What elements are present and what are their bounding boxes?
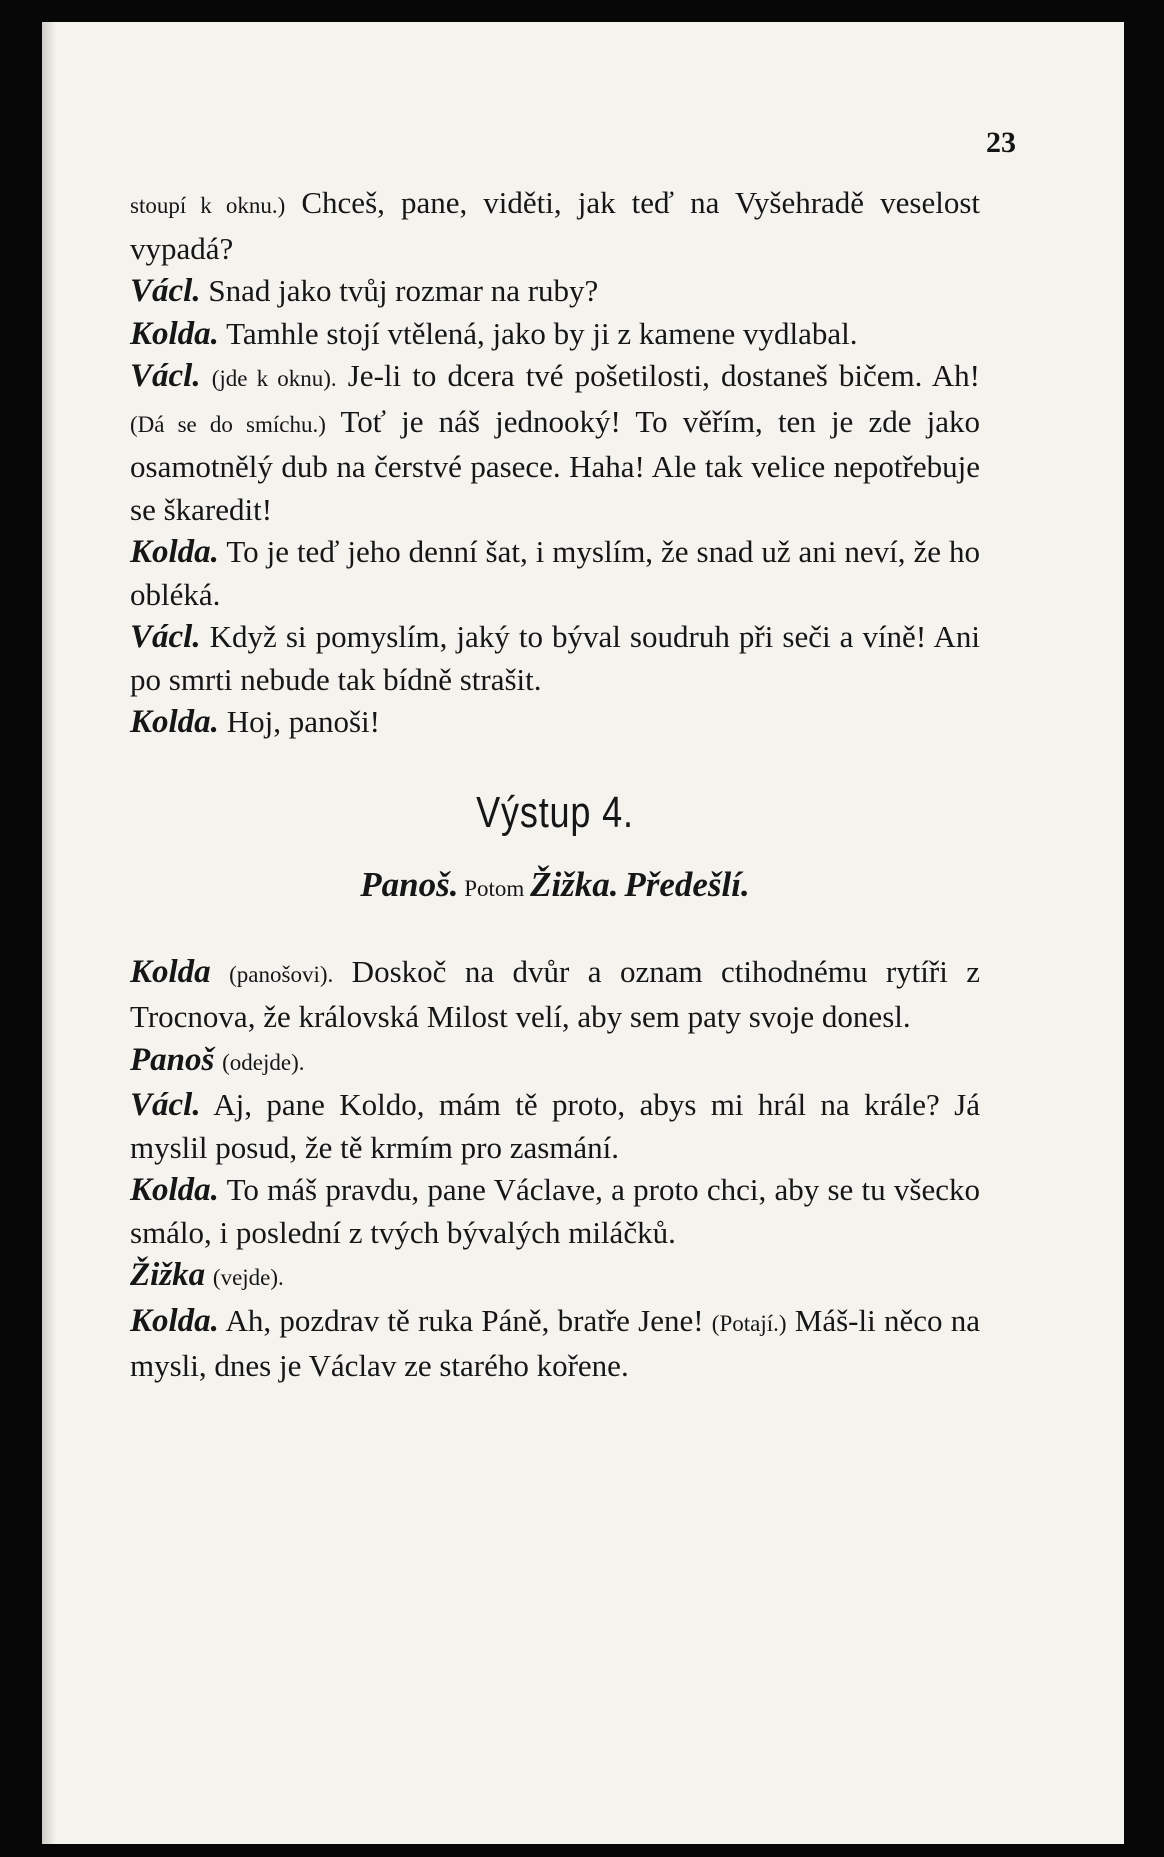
- scene-heading: Výstup 4.: [476, 787, 634, 837]
- page-text: [130, 182, 980, 1388]
- speaker-name: Václ.: [130, 358, 201, 394]
- dialogue-paragraph: [130, 355, 980, 531]
- dialogue-text: Ah, pozdrav tě ruka Páně, bratře Jene!: [218, 1302, 712, 1338]
- dialogue-paragraph: [130, 531, 980, 616]
- dialogue-text: To je teď jeho denní šat, i myslím, že snad už ani neví, že ho obléká.: [130, 534, 980, 612]
- stage-direction: (vejde).: [212, 1265, 284, 1290]
- speaker-name: Kolda.: [130, 704, 219, 740]
- dialogue-paragraph: [130, 182, 980, 270]
- dialogue-paragraph: [130, 701, 980, 744]
- dialogue-paragraph: [130, 1084, 980, 1169]
- dialogue-text: Je-li to dcera tvé pošetilosti, dostaneš bičem. Ah!: [336, 358, 981, 393]
- speaker-name: Václ.: [130, 273, 201, 309]
- speaker-name: Kolda: [130, 953, 211, 990]
- cast-name: Předešlí.: [624, 865, 750, 904]
- speaker-name: Václ.: [130, 619, 201, 655]
- speaker-name: Kolda.: [130, 1302, 219, 1339]
- cast-name: Žižka.: [530, 865, 619, 904]
- stage-direction: (odejde).: [222, 1049, 305, 1075]
- dialogue-paragraph: [130, 1300, 980, 1388]
- speaker-name: Panoš: [130, 1041, 215, 1078]
- dialogue-paragraph: [130, 1254, 980, 1300]
- dialogue-text: To máš pravdu, pane Václave, a proto chci, aby se tu všecko smálo, i poslední z tvých bývalých miláčků.: [130, 1172, 980, 1250]
- dialogue-text: Když si pomyslím, jaký to býval soudruh při seči a víně! Ani po smrti nebude tak bídně strašit.: [130, 619, 980, 697]
- dialogue-text: Toť je náš jednooký! To věřím, ten je zde jako osamotnělý dub na čerstvé pasece. Haha! Ale tak velice nepotřebuje se škaredit!: [130, 403, 980, 527]
- dialogue-paragraph: [130, 1169, 980, 1254]
- dialogue-text: [214, 1042, 222, 1077]
- stage-direction: (Potají.): [711, 1310, 787, 1336]
- dialogue-text: Chceš, pane, viděti, jak teď na Vyšehradě veselost vypadá?: [130, 185, 980, 266]
- speaker-name: Žižka: [130, 1257, 206, 1293]
- dialogue-text: Hoj, panoši!: [218, 704, 380, 739]
- dialogue-paragraph: [130, 1039, 980, 1085]
- dialogue-text: Máš-li něco na mysli, dnes je Václav ze starého kořene.: [130, 1302, 980, 1383]
- dialogue-paragraph: [130, 313, 980, 356]
- stage-direction: (jde k oknu).: [211, 366, 337, 391]
- dialogue-text: Snad jako tvůj rozmar na ruby?: [200, 273, 599, 308]
- speaker-name: Václ.: [130, 1087, 201, 1123]
- cast-list: [130, 864, 980, 911]
- dialogue-block-bottom: [130, 951, 980, 1388]
- dialogue-paragraph: [130, 616, 980, 701]
- stage-direction: (panošovi).: [229, 961, 334, 987]
- dialogue-paragraph: [130, 270, 980, 313]
- speaker-name: Kolda.: [130, 315, 219, 352]
- cast-connector: Potom: [458, 876, 531, 901]
- stage-direction: (Dá se do smíchu.): [130, 411, 326, 437]
- cast-name: Panoš.: [360, 865, 459, 904]
- stage-direction: stoupí k oknu.): [130, 193, 286, 218]
- page-number: 23: [986, 126, 1016, 159]
- dialogue-block-top: [130, 182, 980, 744]
- dialogue-text: Doskoč na dvůr a oznam ctihodnému rytíři z Trocnova, že královská Milost velí, aby sem paty svoje donesl.: [130, 953, 980, 1034]
- book-page: [42, 22, 1124, 1844]
- speaker-name: Kolda.: [130, 1172, 219, 1208]
- dialogue-text: [211, 954, 229, 989]
- dialogue-text: [201, 358, 212, 393]
- speaker-name: Kolda.: [130, 534, 219, 570]
- dialogue-text: [205, 1257, 213, 1292]
- dialogue-text: Aj, pane Koldo, mám tě proto, abys mi hrál na krále? Já myslil posud, že tě krmím pro zasmání.: [130, 1087, 980, 1165]
- dialogue-text: Tamhle stojí vtělená, jako by ji z kamene vydlabal.: [218, 315, 858, 351]
- dialogue-paragraph: [130, 951, 980, 1039]
- page-spine-shadow: [42, 22, 56, 1844]
